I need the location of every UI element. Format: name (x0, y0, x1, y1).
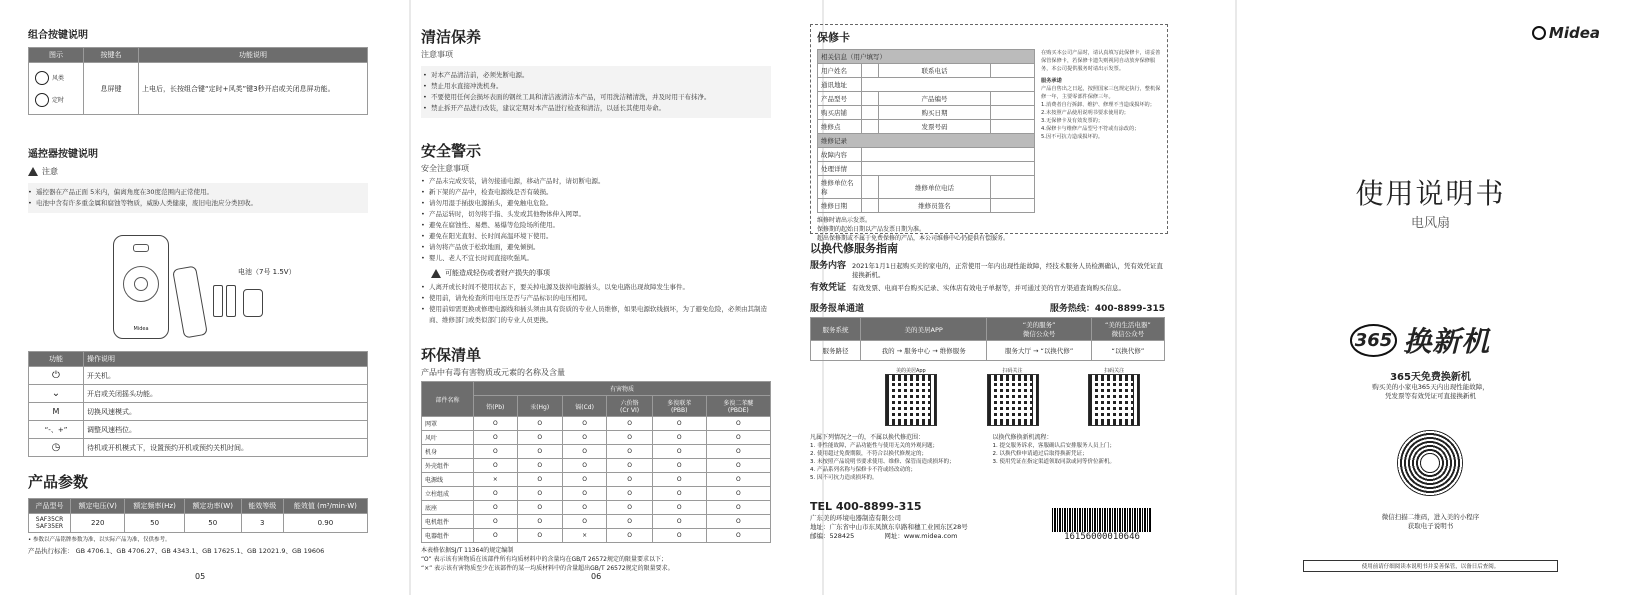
address: 地址：广东省中山市东凤镇东阜路和穗工业园东区28号 (810, 523, 968, 531)
env-mark: O (652, 529, 706, 543)
postcode: 邮编：528425 (810, 532, 855, 540)
service-item: 2.未按照产品使用说明书要求使用的； (1041, 110, 1129, 116)
swap-content: 2021年1月1日起购买美的家电的，正常使用一年内出现性能故障，经技术服务人员检测确认，凭有效凭证直接换新机。 (852, 262, 1163, 279)
page-06 (411, 0, 822, 595)
env-mark: O (607, 431, 652, 445)
env-mark: O (706, 445, 770, 459)
env-row (422, 473, 771, 487)
safety-item: • 婴儿、老人不宜长时间直接吹强风。 (421, 253, 771, 264)
params-note: • 参数以产品铭牌参数为准，以实际产品为准，仅供参考。 (28, 537, 171, 543)
fan-mode-button-icon (35, 71, 49, 85)
notice-label: 注意 (42, 167, 58, 176)
clean-item: • 对本产品清洁前，必须先断电源。 (423, 70, 769, 81)
env-mark: O (517, 431, 562, 445)
env-mark: O (607, 501, 652, 515)
env-mark: O (607, 459, 652, 473)
env-mark: O (652, 501, 706, 515)
func-text: 待机或开机模式下，设置预约开机或预约关机时间。 (84, 439, 368, 457)
safety-item: • 请勿将产品放于松软地面，避免倾倒。 (421, 242, 771, 253)
service-item: 4.保修卡与维修产品型号不符或有涂改的； (1041, 126, 1140, 132)
env-mark: O (562, 417, 607, 431)
warning-line: 可能造成轻伤或者财产损失的事项 (445, 269, 550, 277)
env-mark: O (706, 501, 770, 515)
field-label: 维修单位名称 (818, 176, 862, 199)
field-value[interactable] (862, 162, 1035, 176)
env-mark: O (652, 431, 706, 445)
remote-notes (28, 183, 368, 213)
service-head: 服务承诺 (1041, 78, 1062, 84)
env-row (422, 445, 771, 459)
battery-icon (213, 285, 223, 317)
env-mark: O (474, 459, 518, 473)
safety-item: • 人离开或长时间不使用状态下，要关掉电源及拔掉电源插头，以免电路出现故障发生事件。 (421, 282, 771, 293)
env-row (422, 515, 771, 529)
env-mark: O (652, 417, 706, 431)
cond-item: 1. 非性能故障，产品功能性与使用无关的外观问题； (810, 443, 938, 449)
midea-logo-mark (1532, 26, 1546, 40)
env-row (422, 417, 771, 431)
env-part-name: 电机组件 (422, 515, 474, 529)
field-label: 维修员签名 (879, 199, 991, 213)
params-table (28, 498, 368, 533)
field-label: 产品编号 (879, 92, 991, 106)
channel-header: 服务系统 (811, 318, 861, 341)
field-value[interactable] (862, 120, 879, 134)
timer-button-icon (35, 93, 49, 107)
scan-line: 微信扫描二维码，进入美的小程序 (1381, 513, 1480, 521)
params-title: 产品参数 (28, 473, 89, 491)
env-mark: O (652, 515, 706, 529)
promo-line: 购买美的小家电365天内出现性能故障， (1372, 383, 1489, 391)
page-number: 06 (591, 572, 602, 581)
barcode-number: 16156000010646 (1064, 532, 1140, 542)
warranty-card (810, 24, 1168, 242)
field-value[interactable] (862, 92, 879, 106)
env-mark: O (517, 529, 562, 543)
key-label: 风类 (52, 75, 65, 82)
hotline: 服务热线：400-8899-315 (1049, 304, 1165, 314)
combo-header: 图示 (29, 48, 84, 63)
function-table (28, 351, 368, 457)
card-title: 保修卡 (817, 31, 850, 44)
safety-title: 安全警示 (421, 142, 482, 160)
combo-icons (29, 63, 84, 115)
field-value[interactable] (862, 78, 1035, 92)
combo-header: 功能说明 (139, 48, 368, 63)
qr-label: 扫码关注 (1104, 368, 1125, 374)
env-part-name: 电源线 (422, 473, 474, 487)
env-row (422, 529, 771, 543)
swap-proof: 有效发票、电商平台购买记录、实体店有效电子单据等，并可通过美的官方渠道查询购买信息。 (852, 284, 1126, 292)
env-mark: O (517, 501, 562, 515)
env-sub: 产品中有毒有害物质或元素的名称及含量 (421, 368, 565, 377)
remote-note: • 电池中含有许多重金属和腐蚀等物质，威胁人类健康，废旧电池应分类回收。 (28, 198, 368, 209)
env-part-header: 部件名称 (422, 382, 474, 417)
power-icon: ⏻ (29, 367, 84, 385)
func-text: 调整风速档位。 (84, 421, 368, 439)
standards: 产品执行标准： GB 4706.1、GB 4706.27、GB 4343.1、GB 17625.1、GB 12021.9、GB 19606 (28, 547, 325, 555)
field-value[interactable] (991, 199, 1035, 213)
param-cell: 50 (125, 514, 184, 533)
safety-list (421, 176, 771, 264)
param-cell: 220 (71, 514, 125, 533)
field-value[interactable] (862, 106, 879, 120)
env-substance-header: 多溴联苯 (PBB) (652, 396, 706, 417)
env-group-header: 有害物质 (474, 382, 771, 396)
env-part-name: 网罩 (422, 417, 474, 431)
env-mark: O (474, 529, 518, 543)
remote-logo: Midea (133, 326, 149, 332)
env-mark: O (652, 473, 706, 487)
badge-text: 换新机 (1403, 325, 1491, 358)
safety-item: • 产品运转时，切勿将手指、头发或其他物体伸入网罩。 (421, 209, 771, 220)
combo-desc: 上电后，长按组合键“定时+风类”键3秒开启或关闭息屏功能。 (139, 63, 368, 115)
service-item: 5.因不可抗力造成损坏的。 (1041, 134, 1104, 140)
field-value[interactable] (991, 106, 1035, 120)
combo-table (28, 47, 368, 115)
field-label: 维修日期 (818, 199, 862, 213)
proc-title: 以换代修换新机流程： (992, 434, 1053, 441)
field-label: 用户姓名 (818, 64, 862, 78)
env-part-name: 风叶 (422, 431, 474, 445)
safety-sub: 安全注意事项 (421, 164, 469, 173)
env-mark: × (474, 473, 518, 487)
env-table (421, 381, 771, 543)
env-mark: O (607, 529, 652, 543)
cover-page (1237, 0, 1644, 595)
param-header: 额定频率(Hz) (125, 499, 184, 514)
field-value[interactable] (991, 176, 1035, 199)
env-mark: O (706, 529, 770, 543)
env-mark: O (706, 431, 770, 445)
card-side-text: 在购买本公司产品时，请认真填写此保修卡，请妥善保管保修卡，若保修卡遗失则视同自动放弃保修服务，本公司提供服务时请出示发票。 (1041, 50, 1161, 72)
env-mark: O (607, 445, 652, 459)
cond-item: 2. 使用超过免费期限，不符合以换代修规定的； (810, 451, 927, 457)
param-header: 额定功率(W) (184, 499, 241, 514)
field-label: 通讯地址 (818, 78, 862, 92)
field-label: 产品型号 (818, 92, 862, 106)
channel-header: “美的生活电器” 微信公众号 (1091, 318, 1164, 341)
battery-label: 电池（7号 1.5V） (238, 268, 296, 276)
mini-program-code (1397, 430, 1463, 496)
proc-item: 3. 使用凭证在指定渠道领取同款或同等价位新机。 (992, 459, 1115, 465)
remote-control-image (113, 235, 169, 339)
channel-header: “美的服务” 微信公众号 (987, 318, 1091, 341)
func-text: 开关机。 (84, 367, 368, 385)
env-part-name: 立柱组成 (422, 487, 474, 501)
safety-item: • 避免在阳光直射、长时间高温环境下使用。 (421, 231, 771, 242)
env-mark: O (474, 501, 518, 515)
clean-item: • 禁止拆开产品进行改装，建议定期对本产品进行检查和清洁，以延长其使用寿命。 (423, 103, 769, 114)
battery-icon (226, 285, 236, 317)
field-label: 购买日期 (879, 106, 991, 120)
cond-item: 4. 产品系列名称与保修卡不符或经改动的； (810, 467, 916, 473)
env-mark: O (607, 515, 652, 529)
tel: TEL 400-8899-315 (810, 500, 922, 513)
combo-key-name: 息屏键 (84, 63, 139, 115)
env-mark: O (517, 445, 562, 459)
proc-item: 1. 提交服务诉求，客服确认后安排服务人员上门； (992, 443, 1115, 449)
env-mark: O (562, 459, 607, 473)
env-mark: O (517, 487, 562, 501)
env-substance-header: 汞(Hg) (517, 396, 562, 417)
user-info-head: 相关信息（用户填写） (818, 50, 1035, 64)
service-text: 产品自售出之日起，按照国家三包规定执行，整机保修一年，主要零部件保修三年。 (1041, 86, 1161, 100)
footer-note: 使用前请仔细阅读本说明书并妥善保管，以备日后查阅。 (1303, 560, 1558, 572)
env-part-name: 底座 (422, 501, 474, 515)
env-mark: O (706, 487, 770, 501)
param-cell: 3 (241, 514, 283, 533)
env-mark: O (517, 459, 562, 473)
website: 网址：www.midea.com (884, 532, 958, 540)
card-note: 维修时请出示发票。 (817, 217, 872, 224)
env-mark: O (517, 473, 562, 487)
clean-item: • 不要使用任何会损坏表面的钢丝工具和清洁液清洁本产品，可用洗洁精清洗，并及时用干布抹净。 (423, 92, 769, 103)
env-mark: O (706, 473, 770, 487)
report-title: 服务报单通道 (810, 304, 865, 314)
channel-cell: 我的 → 服务中心 → 维修服务 (861, 341, 987, 361)
field-value[interactable] (991, 120, 1035, 134)
manual-subtitle: 电风扇 (1410, 216, 1450, 231)
battery-cover-image (243, 289, 263, 317)
env-mark: O (562, 487, 607, 501)
env-note: 本表格依据SJ/T 11364的规定编制 (421, 547, 514, 554)
barcode-image (1052, 508, 1152, 532)
env-mark: × (562, 529, 607, 543)
env-note: “O” 表示该有害物质在该部件所有均质材料中的含量均在GB/T 26572规定的限量要求以下； (421, 556, 667, 563)
swing-icon: ⌄ (29, 385, 84, 403)
clean-sub: 注意事项 (421, 50, 453, 59)
env-mark: O (706, 515, 770, 529)
env-mark: O (607, 417, 652, 431)
field-value[interactable] (862, 148, 1035, 162)
swap-title: 以换代修服务指南 (810, 242, 898, 255)
cond-title: 凡属下列情况之一的，不属以换代修范围： (810, 434, 925, 441)
env-substance-header: 镉(Cd) (562, 396, 607, 417)
field-value[interactable] (991, 64, 1035, 78)
param-header: 额定电压(V) (71, 499, 125, 514)
param-cell: 0.90 (283, 514, 367, 533)
remote-note: • 遥控器在产品正面 5米内，偏离角度在30度范围内正常使用。 (28, 187, 368, 198)
env-part-name: 电器组件 (422, 529, 474, 543)
clean-list (421, 66, 771, 118)
safety-item: • 使用前，请先检查所用电压是否与产品标识的电压相同。 (421, 293, 771, 304)
env-mark: O (562, 515, 607, 529)
env-mark: O (652, 459, 706, 473)
qr-label: 扫码关注 (1002, 368, 1023, 374)
env-mark: O (706, 459, 770, 473)
func-text: 切换风速模式。 (84, 403, 368, 421)
env-mark: O (474, 417, 518, 431)
mode-icon: M (29, 403, 84, 421)
env-part-name: 外壳组件 (422, 459, 474, 473)
warning-icon (28, 167, 38, 176)
env-row (422, 501, 771, 515)
qr-code-app (885, 374, 937, 426)
safety-item: • 新下架的产品中，检查电源线是否有破损。 (421, 187, 771, 198)
field-label: 处理详情 (818, 162, 862, 176)
param-header: 产品型号 (29, 499, 71, 514)
env-mark: O (474, 487, 518, 501)
func-text: 开启或关闭摇头功能。 (84, 385, 368, 403)
repair-head: 维修记录 (818, 134, 1035, 148)
midea-logo (1532, 24, 1600, 42)
timer-icon: ◷ (29, 439, 84, 457)
qr-code-life (1088, 374, 1140, 426)
page-number: 05 (195, 572, 206, 581)
remote-back-image (172, 265, 208, 338)
field-label: 维修单位电话 (879, 176, 991, 199)
company: 广东美的环境电器制造有限公司 (810, 514, 901, 522)
channel-cell: 服务路径 (811, 341, 861, 361)
env-mark: O (607, 473, 652, 487)
warning-icon (431, 269, 441, 278)
param-header: 能效值 (m³/min·W) (283, 499, 367, 514)
qr-code-service (987, 374, 1039, 426)
field-label: 故障内容 (818, 148, 862, 162)
swap-content-label: 服务内容 (810, 261, 847, 271)
promo-title: 365天免费换新机 (1390, 372, 1471, 383)
field-label: 发票号码 (879, 120, 991, 134)
env-mark: O (474, 431, 518, 445)
field-value[interactable] (862, 64, 879, 78)
remote-illustration (28, 227, 368, 347)
safety-item: • 产品未完成安装，请勿接通电源，移动产品时，请切断电源。 (421, 176, 771, 187)
env-mark: O (652, 487, 706, 501)
combo-title: 组合按键说明 (28, 30, 88, 41)
env-substance-header: 铅(Pb) (474, 396, 518, 417)
clean-title: 清洁保养 (421, 28, 482, 46)
env-mark: O (562, 431, 607, 445)
swap-proof-label: 有效凭证 (810, 283, 847, 293)
safety-item: • 请勿用湿手插拔电源插头，避免触电危险。 (421, 198, 771, 209)
proc-item: 2. 以换代修申请通过后取得换新凭证； (992, 451, 1088, 457)
manual-title: 使用说明书 (1355, 177, 1506, 210)
field-label: 联系电话 (879, 64, 991, 78)
env-substance-header: 六价铬 (Cr VI) (607, 396, 652, 417)
env-title: 环保清单 (421, 346, 482, 364)
env-mark: O (562, 473, 607, 487)
env-mark: O (562, 445, 607, 459)
func-header: 操作说明 (84, 352, 368, 367)
channel-cell: “以换代修” (1091, 341, 1164, 361)
env-row (422, 487, 771, 501)
channel-table (810, 317, 1165, 361)
env-mark: O (517, 515, 562, 529)
speed-icon: “-、+” (29, 421, 84, 439)
env-part-name: 机身 (422, 445, 474, 459)
env-mark: O (562, 501, 607, 515)
clean-item: • 禁止用水直接冲洗机身。 (423, 81, 769, 92)
param-cell: SAF35CR SAF35ER (29, 514, 71, 533)
cond-item: 5. 因不可抗力造成损坏的。 (810, 475, 878, 481)
field-value[interactable] (862, 176, 879, 199)
card-note: 保修期的起始日期以产品发票日期为准。 (817, 226, 926, 233)
env-row (422, 459, 771, 473)
env-mark: O (607, 487, 652, 501)
card-note: 超出保修期或不属于免费保修的产品，本公司维修中心仍提供有偿服务。 (817, 235, 1010, 242)
channel-header: 美的美居APP (861, 318, 987, 341)
field-label: 维修点 (818, 120, 862, 134)
env-mark: O (652, 445, 706, 459)
combo-header: 按键名 (84, 48, 139, 63)
page-05 (0, 0, 409, 595)
field-value[interactable] (991, 92, 1035, 106)
param-header: 能效等级 (241, 499, 283, 514)
logo-text: Midea (1548, 24, 1600, 42)
field-label: 购买店铺 (818, 106, 862, 120)
service-item: 3.无保修卡及有效发票的； (1041, 118, 1104, 124)
env-mark: O (706, 417, 770, 431)
safety-list-2 (421, 282, 771, 326)
field-value[interactable] (862, 199, 879, 213)
swap-badge (1325, 318, 1515, 362)
env-note: “×” 表示该有害物质至少在该部件的某一均质材料中的含量超出GB/T 26572规定的限量要求。 (421, 565, 674, 572)
service-item: 1.消费者自行拆卸、维护、修理不当造成损坏的； (1041, 102, 1155, 108)
qr-label: 美的美居App (895, 368, 926, 374)
remote-title: 遥控器按键说明 (28, 149, 98, 160)
env-row (422, 431, 771, 445)
safety-item: • 使用前如需更换或修理电源线和插头须由具有资质的专业人员维修，如果电源软线损坏，为了避免危险，必须由其制造商、维修部门或类似部门的专业人员更换。 (421, 304, 771, 326)
scan-line: 获取电子说明书 (1407, 522, 1454, 530)
param-cell: 50 (184, 514, 241, 533)
env-mark: O (517, 417, 562, 431)
channel-cell: 服务大厅 → “以换代修” (987, 341, 1091, 361)
cond-item: 3. 未按照产品说明书要求使用、维修、保管而造成损坏的； (810, 459, 955, 465)
safety-item: • 避免在腐蚀性、易燃、易爆等危险场所使用。 (421, 220, 771, 231)
warranty-page (810, 0, 1235, 595)
env-substance-header: 多溴二苯醚 (PBDE) (706, 396, 770, 417)
promo-line: 凭发票等有效凭证可直接换新机 (1385, 392, 1476, 400)
badge-365: 365 (1350, 324, 1398, 357)
env-mark: O (474, 515, 518, 529)
key-label: 定时 (52, 97, 65, 104)
func-header: 功能 (29, 352, 84, 367)
user-info-table (817, 49, 1035, 213)
env-mark: O (474, 445, 518, 459)
